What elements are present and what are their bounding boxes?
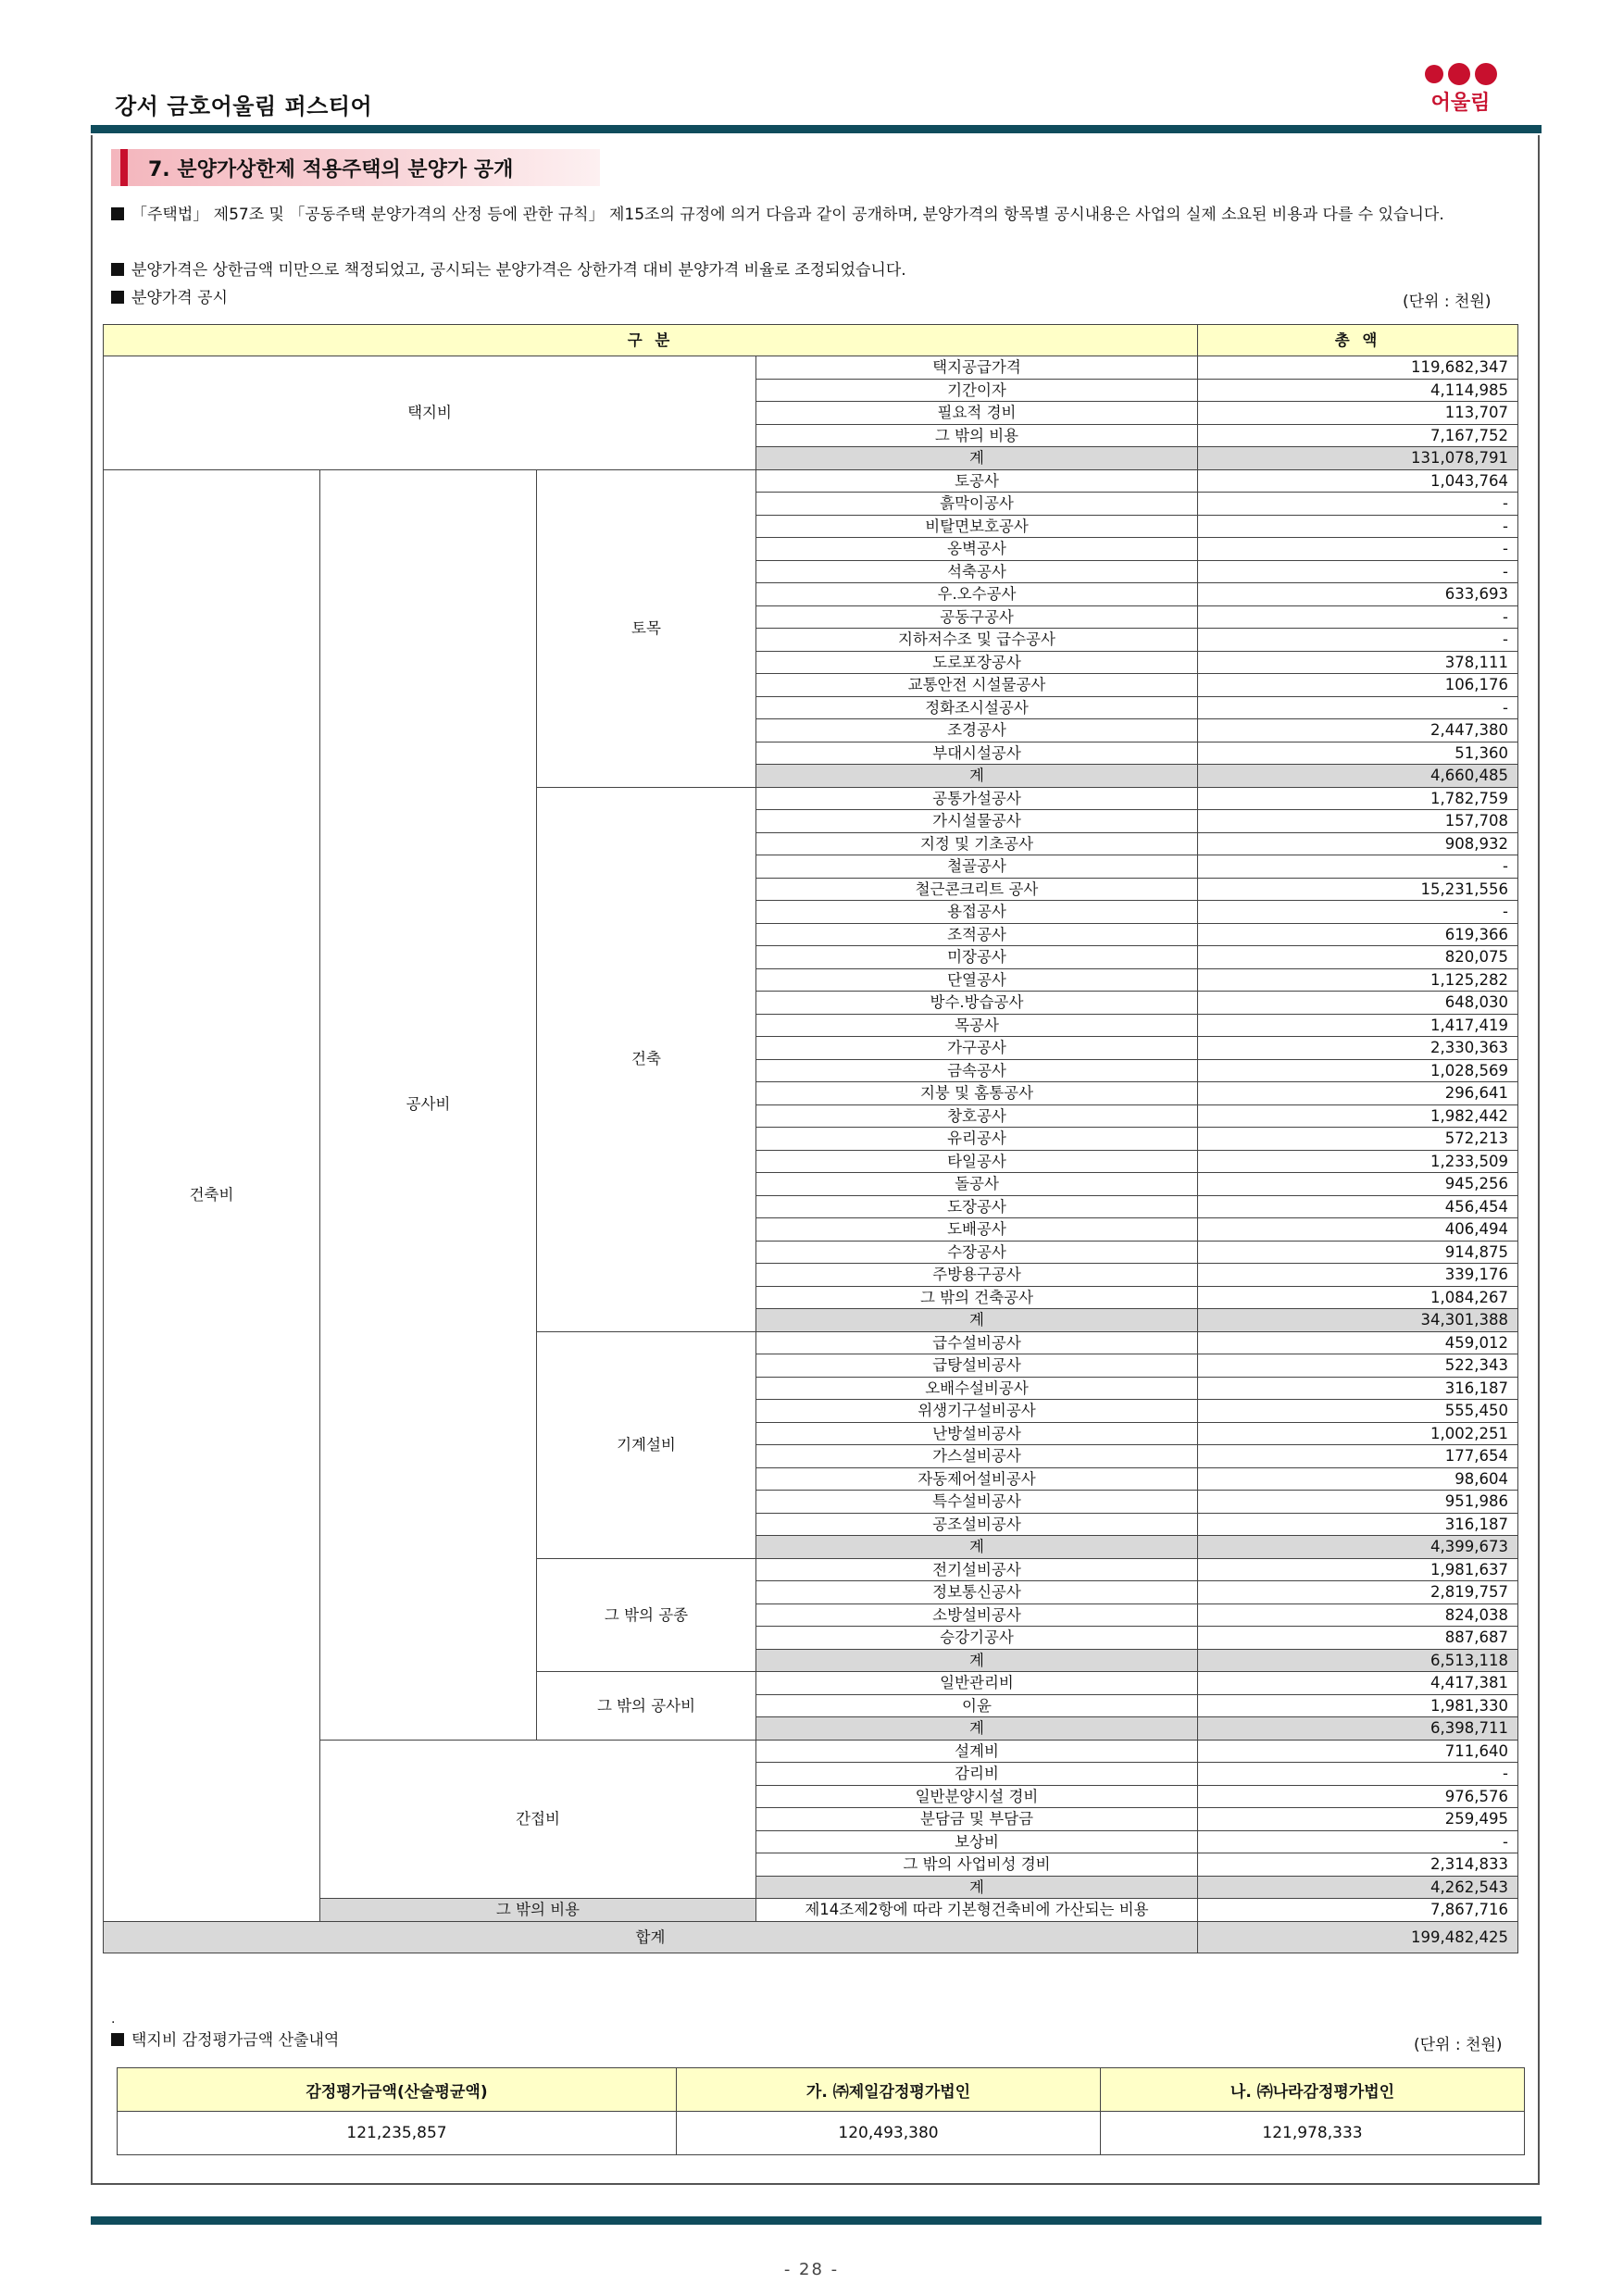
item-name: 교통안전 시설물공사 [756, 674, 1198, 697]
item-name: 일반관리비 [756, 1672, 1198, 1695]
brand-logo [1417, 63, 1504, 128]
item-name: 방수.방습공사 [756, 992, 1198, 1015]
item-value: 106,176 [1198, 674, 1518, 697]
item-name: 전기설비공사 [756, 1558, 1198, 1581]
note-text: 분양가격 공시 [131, 289, 228, 307]
item-value: 887,687 [1198, 1627, 1518, 1650]
item-value: 1,084,267 [1198, 1286, 1518, 1309]
grand-total-label: 합계 [104, 1921, 1198, 1953]
subtotal-label: 계 [756, 765, 1198, 788]
item-name: 그 밖의 비용 [756, 424, 1198, 447]
appraisal-value-firm-a: 120,493,380 [677, 2112, 1101, 2155]
page-number: - 28 - [783, 2260, 840, 2279]
item-name: 이윤 [756, 1694, 1198, 1717]
grand-total-value: 199,482,425 [1198, 1921, 1518, 1953]
item-value: 2,447,380 [1198, 719, 1518, 742]
item-value: 555,450 [1198, 1400, 1518, 1423]
item-value: 113,707 [1198, 402, 1518, 425]
item-name: 주방용구공사 [756, 1264, 1198, 1287]
item-value: 1,233,509 [1198, 1150, 1518, 1173]
subtotal-value: 34,301,388 [1198, 1309, 1518, 1332]
item-value: 406,494 [1198, 1218, 1518, 1242]
item-value: 522,343 [1198, 1354, 1518, 1378]
appraisal-header-average: 감정평가금액(산술평균액) [118, 2068, 677, 2112]
group-label: 토목 [537, 469, 756, 787]
item-value: 1,125,282 [1198, 968, 1518, 992]
subtotal-value: 6,398,711 [1198, 1717, 1518, 1741]
item-value: - [1198, 605, 1518, 629]
logo-dots-icon [1417, 63, 1504, 85]
item-value: 2,314,833 [1198, 1853, 1518, 1877]
item-name: 그 밖의 사업비성 경비 [756, 1853, 1198, 1877]
note-text: 분양가격은 상한금액 미만으로 책정되었고, 공시되는 분양가격은 상한가격 대비 분양가격 비율로 조정되었습니다. [131, 261, 906, 280]
appraisal-unit-label: (단위 : 천원) [1414, 2036, 1503, 2054]
item-name: 승강기공사 [756, 1627, 1198, 1650]
item-name: 도로포장공사 [756, 651, 1198, 674]
item-name: 지정 및 기초공사 [756, 832, 1198, 855]
item-name: 돌공사 [756, 1173, 1198, 1196]
item-name: 가시설물공사 [756, 810, 1198, 833]
group-label: 기계설비 [537, 1331, 756, 1558]
item-value: 15,231,556 [1198, 878, 1518, 901]
item-name: 급탕설비공사 [756, 1354, 1198, 1378]
header-category: 구 분 [104, 325, 1198, 356]
item-name: 옹벽공사 [756, 538, 1198, 561]
note-text: 「주택법」 제57조 및 「공동주택 분양가격의 산정 등에 관한 규칙」 제15조의 규정에 의거 다음과 같이 공개하며, 분양가격의 항목별 공시내용은 사업의 실제 소요된 비용과 다를 수 있습니다. [131, 206, 1444, 224]
item-value: 951,986 [1198, 1491, 1518, 1514]
item-value: 316,187 [1198, 1513, 1518, 1536]
item-name: 도장공사 [756, 1195, 1198, 1218]
group-label: 건축 [537, 787, 756, 1331]
item-value: - [1198, 901, 1518, 924]
item-name: 토공사 [756, 469, 1198, 493]
dot-mark: . [111, 2012, 116, 2027]
footer-rule [91, 2216, 1542, 2225]
item-value: 339,176 [1198, 1264, 1518, 1287]
subtotal-label: 계 [756, 1717, 1198, 1741]
item-name: 자동제어설비공사 [756, 1467, 1198, 1491]
item-value: 1,982,442 [1198, 1104, 1518, 1128]
item-value: 1,002,251 [1198, 1422, 1518, 1445]
subtotal-label: 계 [756, 1876, 1198, 1899]
item-value: - [1198, 1830, 1518, 1853]
item-name: 단열공사 [756, 968, 1198, 992]
item-name: 비탈면보호공사 [756, 515, 1198, 538]
item-value: 914,875 [1198, 1241, 1518, 1264]
heading-accent-bar [120, 149, 128, 186]
other-cost-label: 그 밖의 비용 [320, 1899, 756, 1922]
item-name: 조경공사 [756, 719, 1198, 742]
land-cost-label: 택지비 [104, 356, 756, 470]
appraisal-title: 택지비 감정평가금액 산출내역 [131, 2031, 340, 2050]
item-value: 1,981,637 [1198, 1558, 1518, 1581]
note-2 [111, 257, 1523, 284]
item-name: 철근콘크리트 공사 [756, 878, 1198, 901]
item-value: 157,708 [1198, 810, 1518, 833]
item-name: 위생기구설비공사 [756, 1400, 1198, 1423]
item-value: - [1198, 538, 1518, 561]
item-name: 지붕 및 홈통공사 [756, 1082, 1198, 1105]
item-name: 도배공사 [756, 1218, 1198, 1242]
item-name: 기간이자 [756, 379, 1198, 402]
appraisal-value-average: 121,235,857 [118, 2112, 677, 2155]
item-value: 711,640 [1198, 1740, 1518, 1763]
subtotal-value: 6,513,118 [1198, 1649, 1518, 1672]
subtotal-label: 계 [756, 447, 1198, 470]
item-value: 4,417,381 [1198, 1672, 1518, 1695]
item-value: 98,604 [1198, 1467, 1518, 1491]
bullet-square-icon [111, 291, 124, 304]
item-value: 7,167,752 [1198, 424, 1518, 447]
table-row [104, 1921, 1518, 1953]
item-name: 목공사 [756, 1014, 1198, 1037]
table-row [104, 356, 1518, 380]
appraisal-header-row [118, 2068, 1525, 2112]
group-label: 그 밖의 공종 [537, 1558, 756, 1672]
item-value: - [1198, 855, 1518, 879]
item-name: 부대시설공사 [756, 742, 1198, 765]
item-value: 824,038 [1198, 1603, 1518, 1627]
appraisal-value-row [118, 2112, 1525, 2155]
document-title: 강서 금호어울림 퍼스티어 [115, 94, 373, 119]
item-name: 오배수설비공사 [756, 1377, 1198, 1400]
item-value: 1,043,764 [1198, 469, 1518, 493]
item-value: 2,819,757 [1198, 1581, 1518, 1604]
item-name: 난방설비공사 [756, 1422, 1198, 1445]
item-name: 보상비 [756, 1830, 1198, 1853]
appraisal-heading [111, 2028, 944, 2054]
item-value: 648,030 [1198, 992, 1518, 1015]
item-value: 1,028,569 [1198, 1059, 1518, 1082]
item-name: 감리비 [756, 1763, 1198, 1786]
note-1 [111, 202, 1523, 229]
subtotal-value: 4,660,485 [1198, 765, 1518, 788]
item-name: 가스설비공사 [756, 1445, 1198, 1468]
item-value: - [1198, 629, 1518, 652]
item-name: 설계비 [756, 1740, 1198, 1763]
construction-cost-label: 공사비 [320, 469, 537, 1740]
item-name: 공동구공사 [756, 605, 1198, 629]
header-amount: 총 액 [1198, 325, 1518, 356]
item-value: 51,360 [1198, 742, 1518, 765]
item-name: 가구공사 [756, 1037, 1198, 1060]
item-value: 2,330,363 [1198, 1037, 1518, 1060]
note-3 [111, 285, 1523, 312]
subtotal-value: 131,078,791 [1198, 447, 1518, 470]
item-name: 공조설비공사 [756, 1513, 1198, 1536]
building-cost-label: 건축비 [104, 469, 320, 1921]
subtotal-value: 4,399,673 [1198, 1536, 1518, 1559]
item-value: - [1198, 493, 1518, 516]
bullet-square-icon [111, 2033, 124, 2046]
other-cost-desc: 제14조제2항에 따라 기본형건축비에 가산되는 비용 [756, 1899, 1198, 1922]
unit-label: (단위 : 천원) [1403, 293, 1492, 311]
item-name: 필요적 경비 [756, 402, 1198, 425]
item-name: 정보통신공사 [756, 1581, 1198, 1604]
item-name: 조적공사 [756, 923, 1198, 946]
item-value: 259,495 [1198, 1808, 1518, 1831]
subtotal-value: 4,262,543 [1198, 1876, 1518, 1899]
item-value: 378,111 [1198, 651, 1518, 674]
item-value: 1,782,759 [1198, 787, 1518, 810]
item-name: 철골공사 [756, 855, 1198, 879]
item-value: - [1198, 560, 1518, 583]
item-name: 흙막이공사 [756, 493, 1198, 516]
item-value: 316,187 [1198, 1377, 1518, 1400]
item-value: 459,012 [1198, 1331, 1518, 1354]
item-value: - [1198, 696, 1518, 719]
item-value: 572,213 [1198, 1128, 1518, 1151]
bullet-square-icon [111, 263, 124, 276]
subtotal-label: 계 [756, 1309, 1198, 1332]
item-name: 택지공급가격 [756, 356, 1198, 380]
item-name: 그 밖의 건축공사 [756, 1286, 1198, 1309]
item-value: 633,693 [1198, 583, 1518, 606]
other-cost-value: 7,867,716 [1198, 1899, 1518, 1922]
subtotal-label: 계 [756, 1536, 1198, 1559]
item-value: 296,641 [1198, 1082, 1518, 1105]
table-row [104, 469, 1518, 493]
item-value: 1,981,330 [1198, 1694, 1518, 1717]
item-name: 금속공사 [756, 1059, 1198, 1082]
item-name: 타일공사 [756, 1150, 1198, 1173]
item-value: 908,932 [1198, 832, 1518, 855]
item-name: 분담금 및 부담금 [756, 1808, 1198, 1831]
item-name: 일반분양시설 경비 [756, 1785, 1198, 1808]
item-name: 소방설비공사 [756, 1603, 1198, 1627]
appraisal-table [117, 2067, 1525, 2155]
item-name: 수장공사 [756, 1241, 1198, 1264]
item-value: 1,417,419 [1198, 1014, 1518, 1037]
item-name: 유리공사 [756, 1128, 1198, 1151]
item-value: 619,366 [1198, 923, 1518, 946]
item-value: 456,454 [1198, 1195, 1518, 1218]
appraisal-header-firm-a: 가. ㈜제일감정평가법인 [677, 2068, 1101, 2112]
subtotal-label: 계 [756, 1649, 1198, 1672]
appraisal-header-firm-b: 나. ㈜나라감정평가법인 [1101, 2068, 1525, 2112]
item-value: - [1198, 515, 1518, 538]
item-name: 우.오수공사 [756, 583, 1198, 606]
table-row [104, 325, 1518, 356]
item-value: 177,654 [1198, 1445, 1518, 1468]
item-value: 820,075 [1198, 946, 1518, 969]
indirect-cost-label: 간접비 [320, 1740, 756, 1899]
item-value: 945,256 [1198, 1173, 1518, 1196]
item-name: 급수설비공사 [756, 1331, 1198, 1354]
appraisal-value-firm-b: 121,978,333 [1101, 2112, 1525, 2155]
bullet-square-icon [111, 207, 124, 220]
logo-text: 어울림 [1430, 92, 1491, 115]
item-name: 정화조시설공사 [756, 696, 1198, 719]
item-value: 4,114,985 [1198, 379, 1518, 402]
item-name: 창호공사 [756, 1104, 1198, 1128]
item-value: 119,682,347 [1198, 356, 1518, 380]
price-disclosure-table [103, 324, 1518, 1953]
item-name: 석축공사 [756, 560, 1198, 583]
group-label: 그 밖의 공사비 [537, 1672, 756, 1741]
item-name: 특수설비공사 [756, 1491, 1198, 1514]
header-rule [91, 125, 1542, 133]
item-name: 용접공사 [756, 901, 1198, 924]
item-name: 공통가설공사 [756, 787, 1198, 810]
section-title: 7. 분양가상한제 적용주택의 분양가 공개 [148, 158, 514, 181]
item-value: 976,576 [1198, 1785, 1518, 1808]
item-name: 미장공사 [756, 946, 1198, 969]
item-name: 지하저수조 및 급수공사 [756, 629, 1198, 652]
item-value: - [1198, 1763, 1518, 1786]
section-heading [111, 149, 600, 186]
